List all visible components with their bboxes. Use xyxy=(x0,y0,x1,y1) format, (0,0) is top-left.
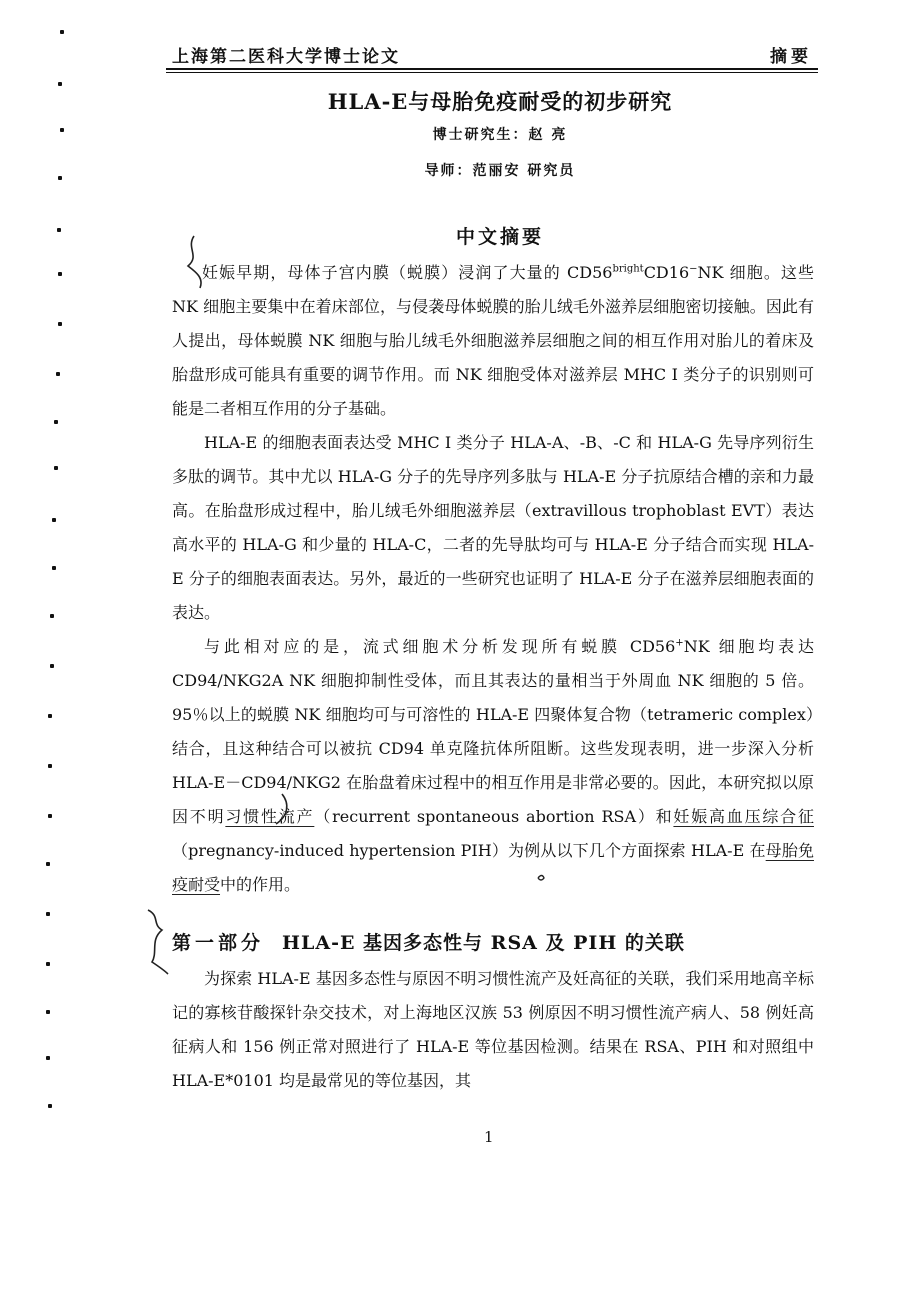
p1-superscript-bright: bright xyxy=(612,263,644,275)
margin-mark xyxy=(52,518,56,522)
header-rule-thick xyxy=(166,68,818,70)
abstract-body xyxy=(172,256,814,902)
margin-mark xyxy=(48,814,52,818)
margin-mark xyxy=(52,566,56,570)
margin-mark xyxy=(48,764,52,768)
running-header-section: 摘要 xyxy=(770,47,812,67)
margin-mark xyxy=(58,176,62,180)
underlined-term-rsa: 习惯性流产 xyxy=(225,807,315,826)
margin-mark xyxy=(58,272,62,276)
margin-mark xyxy=(50,614,54,618)
underlined-term-pih: 妊娠高血压综合征 xyxy=(673,807,814,826)
abstract-paragraph-1 xyxy=(172,256,814,426)
abstract-heading: 中文摘要 xyxy=(455,226,544,248)
margin-mark xyxy=(57,228,61,232)
margin-mark xyxy=(46,962,50,966)
p1-text-b: CD16 xyxy=(643,263,690,282)
margin-mark xyxy=(46,1010,50,1014)
section-title: HLA-E 基因多态性与 RSA 及 PIH 的关联 xyxy=(282,932,685,954)
margin-mark xyxy=(46,1056,50,1060)
margin-mark xyxy=(50,664,54,668)
underlined-term-tolerance: 母胎免疫耐受 xyxy=(172,841,814,894)
author-line: 博士研究生：赵 亮 xyxy=(432,127,568,143)
margin-mark xyxy=(48,714,52,718)
p3-superscript-plus: + xyxy=(675,637,684,649)
thesis-title: HLA-E与母胎免疫耐受的初步研究 xyxy=(327,89,673,114)
p3-text-e: 中的作用。 xyxy=(220,875,301,894)
running-header-title: 上海第二医科大学博士论文 xyxy=(172,47,400,67)
p3-text-b: NK 细胞均表达 CD94/NKG2A NK 细胞抑制性受体，而且其表达的量相当于外周血 NK 细胞的 5 倍。95％以上的蜕膜 NK 细胞均可与可溶性的 HLA-E 四聚体复合物（tetrameric complex）结合，且这种结合可以被抗 CD94 单克隆抗体所阻断。这些发现表明，进一步深入分析 HLA-E－CD94/NKG2 在胎盘着床过程中的相互作用是非常必要的。因此，本研究拟以原因不明 xyxy=(172,637,814,826)
margin-mark xyxy=(46,862,50,866)
p1-text-a: 妊娠早期，母体子宫内膜（蜕膜）浸润了大量的 CD56 xyxy=(202,263,613,282)
section-number: 第一部分 xyxy=(172,932,265,954)
margin-mark xyxy=(46,912,50,916)
advisor-line: 导师：范丽安 研究员 xyxy=(424,163,576,179)
page-number: 1 xyxy=(484,1128,494,1146)
header-rule-thin xyxy=(166,72,818,73)
p1-text-c: NK 细胞。这些 NK 细胞主要集中在着床部位，与侵袭母体蜕膜的胎儿绒毛外滋养层细胞密切接触。因此有人提出，母体蜕膜 NK 细胞与胎儿绒毛外细胞滋养层细胞之间的相互作用对胎儿的着床及胎盘形成可能具有重要的调节作用。而 NK 细胞受体对滋养层 MHC I 类分子的识别则可能是二者相互作用的分子基础。 xyxy=(172,263,814,418)
section-body xyxy=(172,962,814,1098)
margin-mark xyxy=(48,1104,52,1108)
margin-mark xyxy=(60,30,64,34)
margin-mark xyxy=(58,82,62,86)
abstract-paragraph-2: HLA-E 的细胞表面表达受 MHC I 类分子 HLA-A、-B、-C 和 HLA-G 先导序列衍生多肽的调节。其中尤以 HLA-G 分子的先导序列多肽与 HLA-E 分子抗原结合槽的亲和力最高。在胎盘形成过程中，胎儿绒毛外细胞滋养层（extravillous trophoblast EVT）表达高水平的 HLA-G 和少量的 HLA-C，二者的先导肽均可与 HLA-E 分子结合而实现 HLA-E 分子的细胞表面表达。另外，最近的一些研究也证明了 HLA-E 分子在滋养层细胞表面的表达。 xyxy=(172,433,814,622)
abstract-paragraph-3 xyxy=(172,630,814,902)
p1-superscript-minus: − xyxy=(689,263,698,275)
margin-mark xyxy=(54,420,58,424)
section-paragraph-1: 为探索 HLA-E 基因多态性与原因不明习惯性流产及妊高征的关联，我们采用地高辛标记的寡核苷酸探针杂交技术，对上海地区汉族 53 例原因不明习惯性流产病人、58 例妊高征病人和 156 例正常对照进行了 HLA-E 等位基因检测。结果在 RSA、PIH 和对照组中 HLA-E*0101 均是最常见的等位基因，其 xyxy=(172,969,814,1090)
section-heading xyxy=(172,928,822,955)
margin-mark xyxy=(60,128,64,132)
p3-text-c: （recurrent spontaneous abortion RSA）和 xyxy=(314,807,674,826)
margin-mark xyxy=(56,372,60,376)
margin-mark xyxy=(58,322,62,326)
p3-text-a: 与此相对应的是，流式细胞术分析发现所有蜕膜 CD56 xyxy=(204,637,676,656)
margin-mark xyxy=(54,466,58,470)
p3-text-d: （pregnancy-induced hypertension PIH）为例从以下几个方面探索 HLA-E 在 xyxy=(172,841,766,860)
bracket-mark-section xyxy=(148,910,168,974)
